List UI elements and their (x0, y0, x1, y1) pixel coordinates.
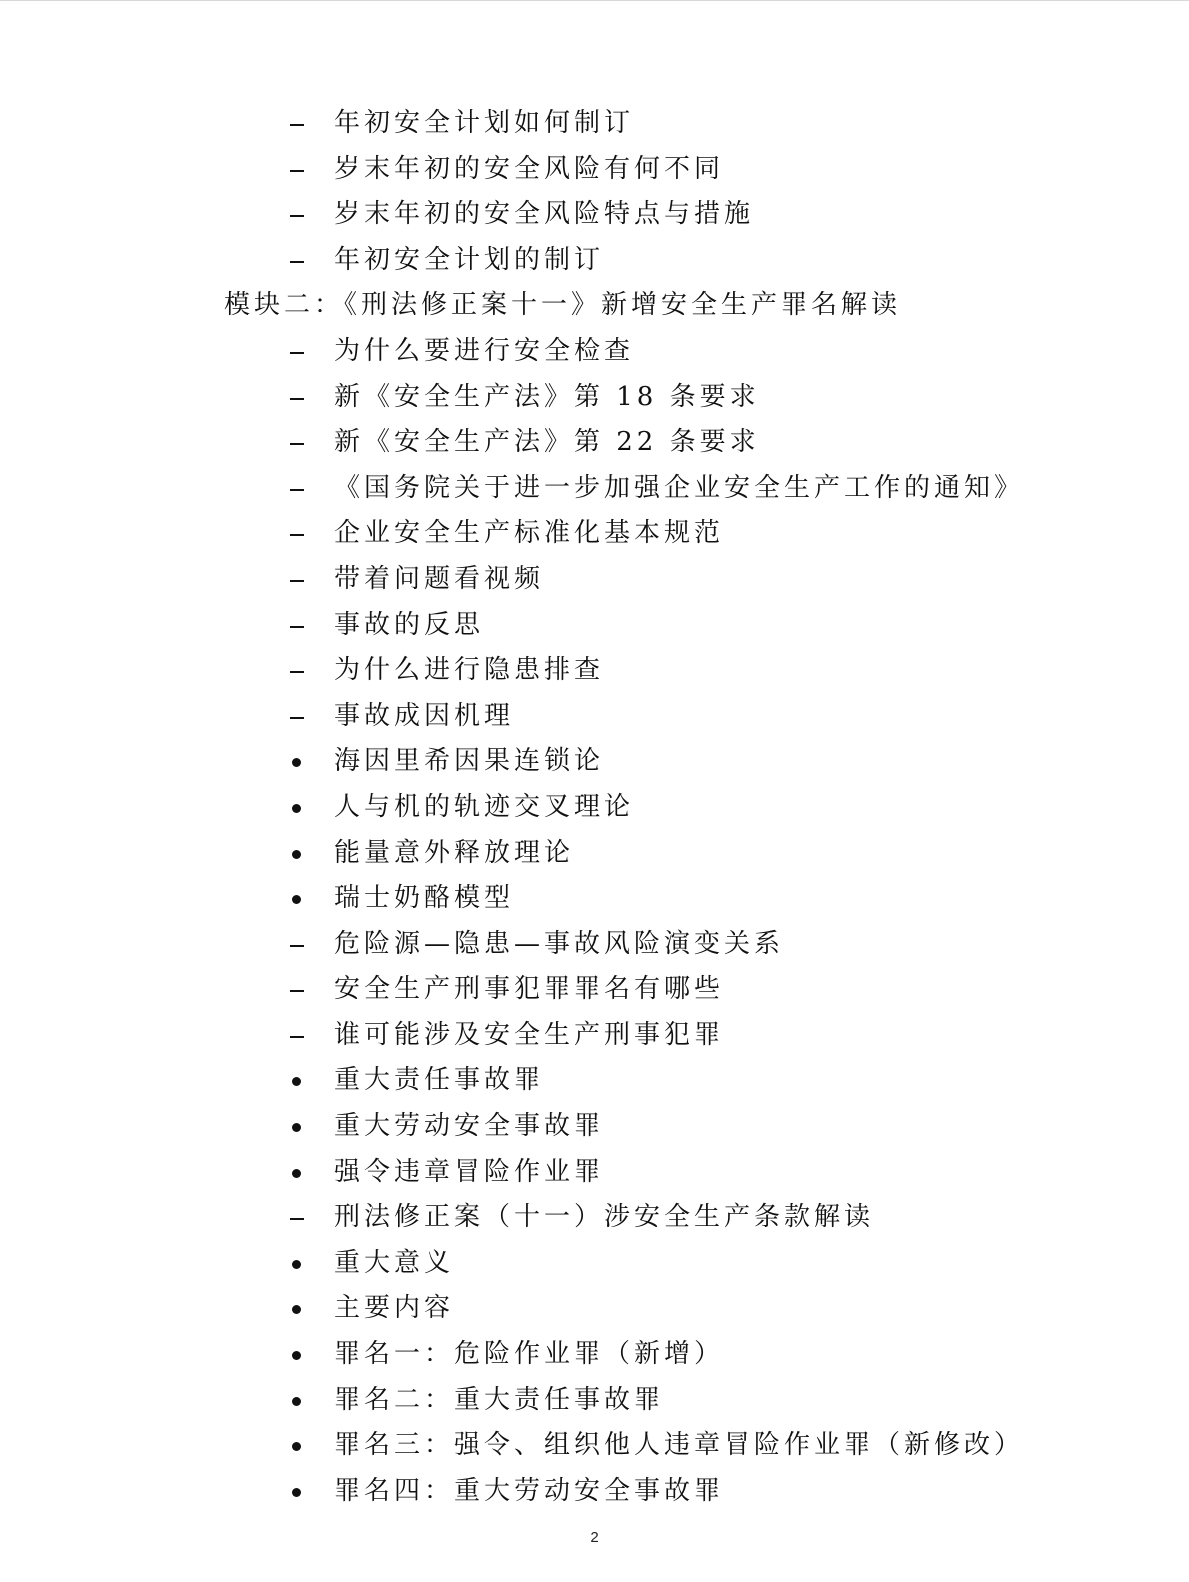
outline-item-text: 刑法修正案（十一）涉安全生产条款解读 (334, 1202, 875, 1233)
outline-item (0, 831, 1189, 877)
outline-item (0, 466, 1189, 512)
outline-item (0, 1104, 1189, 1150)
outline-item (0, 785, 1189, 831)
outline-item-text: 瑞士奶酪模型 (334, 883, 515, 914)
outline-item-text: 罪名四：重大劳动安全事故罪 (334, 1475, 725, 1506)
outline-item-text: 事故成因机理 (334, 700, 515, 731)
outline-item (0, 1378, 1189, 1424)
outline-item-text: 企业安全生产标准化基本规范 (334, 518, 725, 549)
outline-item (0, 694, 1189, 740)
outline-item (0, 922, 1189, 968)
outline-item (0, 1241, 1189, 1287)
outline-item-text: 岁末年初的安全风险特点与措施 (334, 199, 755, 230)
outline-item (0, 876, 1189, 922)
outline-item (0, 329, 1189, 375)
outline-item (0, 1195, 1189, 1241)
outline-item-text: 带着问题看视频 (334, 563, 545, 594)
outline-item-text: 人与机的轨迹交叉理论 (334, 791, 635, 822)
outline-item-text: 安全生产刑事犯罪罪名有哪些 (334, 974, 725, 1005)
outline-item (0, 192, 1189, 238)
outline-item-text: 罪名三：强令、组织他人违章冒险作业罪（新修改） (334, 1430, 1025, 1461)
outline-item (0, 967, 1189, 1013)
outline-list (0, 101, 1189, 1514)
outline-item-text: 罪名二：重大责任事故罪 (334, 1384, 665, 1415)
outline-item-text: 《国务院关于进一步加强企业安全生产工作的通知》 (334, 472, 1025, 503)
outline-item (0, 375, 1189, 421)
outline-item (0, 1058, 1189, 1104)
outline-item (0, 739, 1189, 785)
outline-item-text: 年初安全计划如何制订 (334, 108, 635, 138)
outline-item (0, 1423, 1189, 1469)
outline-item (0, 1332, 1189, 1378)
outline-item-text: 新《安全生产法》第 18 条要求 (334, 381, 760, 412)
outline-item (0, 420, 1189, 466)
outline-item (0, 1469, 1189, 1515)
outline-item (0, 511, 1189, 557)
outline-item-text: 主要内容 (334, 1293, 455, 1324)
page-number: 2 (590, 1529, 599, 1546)
outline-item-text: 重大劳动安全事故罪 (334, 1111, 605, 1142)
outline-item-text: 模块二：《刑法修正案十一》新增安全生产罪名解读 (224, 290, 902, 321)
outline-item (0, 101, 1189, 147)
outline-item-text: 新《安全生产法》第 22 条要求 (334, 427, 760, 458)
outline-item-text: 岁末年初的安全风险有何不同 (334, 153, 725, 184)
outline-item-text: 罪名一：危险作业罪（新增） (334, 1339, 725, 1370)
outline-item (0, 238, 1189, 284)
outline-item-text: 谁可能涉及安全生产刑事犯罪 (334, 1019, 725, 1050)
outline-item-text: 为什么要进行安全检查 (334, 335, 635, 366)
module-heading (0, 283, 1189, 329)
outline-item (0, 1286, 1189, 1332)
outline-item-text: 能量意外释放理论 (334, 837, 575, 868)
outline-item (0, 603, 1189, 649)
outline-item-text: 年初安全计划的制订 (334, 244, 605, 275)
outline-item (0, 1013, 1189, 1059)
outline-item-text: 危险源—隐患—事故风险演变关系 (334, 928, 785, 959)
outline-item-text: 重大责任事故罪 (334, 1065, 545, 1096)
outline-item-text: 事故的反思 (334, 609, 485, 640)
outline-item-text: 为什么进行隐患排查 (334, 655, 605, 686)
outline-item-text: 强令违章冒险作业罪 (334, 1156, 605, 1187)
outline-item-text: 重大意义 (334, 1247, 455, 1278)
outline-item (0, 1150, 1189, 1196)
outline-item (0, 147, 1189, 193)
outline-item (0, 648, 1189, 694)
outline-item-text: 海因里希因果连锁论 (334, 746, 605, 777)
outline-item (0, 557, 1189, 603)
